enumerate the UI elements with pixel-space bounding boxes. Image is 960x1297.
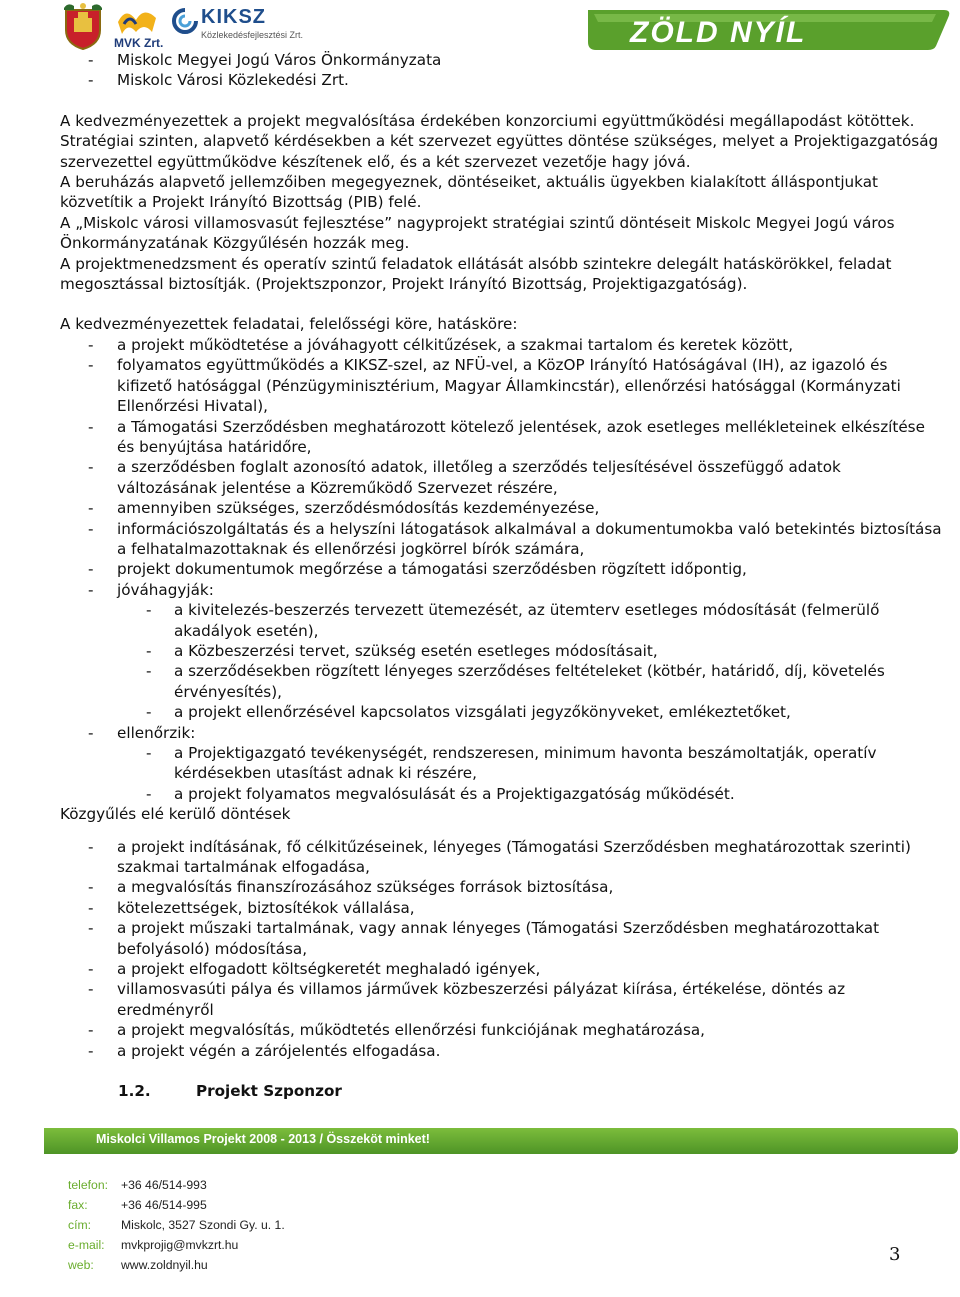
section-number: 1.2. xyxy=(118,1082,151,1101)
page-header xyxy=(0,0,960,54)
list-item: - a projekt műszaki tartalmának, vagy annak lényeges (Támogatási Szerződésben meghatározottakat befolyásoló) módosítása, xyxy=(88,919,880,958)
list-item: - jóváhagyják: xyxy=(88,580,214,599)
sub-list-item: - a szerződésekben rögzített lényeges szerződéses feltételeket (kötbér, határidő, díj, követelés érvényesítés), xyxy=(146,662,885,701)
zold-nyil-wordmark: ZÖLD NYÍL xyxy=(630,16,807,49)
list-item: - a szerződésben foglalt azonosító adatok, illetőleg a szerződés teljesítésével összefüggő adatok változásának jelentése a Közreműködő Szervezet részére, xyxy=(88,458,841,497)
sub-list-item: - a kivitelezés-beszerzés tervezett ütemezését, az ütemterv esetleges módosítását (felmerülő akadályok esetén), xyxy=(146,601,880,640)
contact-row: cím: Miskolc, 3527 Szondi Gy. u. 1. xyxy=(68,1218,285,1238)
page-number: 3 xyxy=(889,1244,901,1265)
phone-value: +36 46/514-993 xyxy=(121,1178,207,1192)
list-item: - a projekt indításának, fő célkitűzéseinek, lényeges (Támogatási Szerződésben meghatározottak szerinti) szakmai tartalmának elfogadása, xyxy=(88,837,911,877)
page-footer xyxy=(0,1122,960,1297)
list-item: - ellenőrzik: xyxy=(88,723,196,742)
section-heading xyxy=(118,1081,945,1101)
list-item: - a projekt elfogadott költségkeretét meghaladó igények, xyxy=(88,960,541,979)
contact-row: e-mail: mvkprojig@mvkzrt.hu xyxy=(68,1238,285,1258)
mvk-logo-text: MVK Zrt. xyxy=(114,36,164,50)
sub-list-item: - a projekt folyamatos megvalósulását és a Projektigazgatóság működését. xyxy=(146,784,735,803)
contact-row: fax: +36 46/514-995 xyxy=(68,1198,285,1218)
paragraph: A „Miskolc városi villamosvasút fejlesztése” nagyprojekt stratégiai szintű döntéseit Miskolc Megyei Jogú város Önkormányzatának Közgyűlésén hozzák meg. xyxy=(60,213,895,253)
list-item: - villamosvasúti pálya és villamos járművek közbeszerzési pályázat kiírása, értékelése, döntés az eredményről xyxy=(88,980,846,1019)
mvk-logo-icon xyxy=(114,2,160,38)
email-value: mvkprojig@mvkzrt.hu xyxy=(121,1238,239,1252)
list-item: - kötelezettségek, biztosítékok vállalása, xyxy=(88,898,415,917)
list-item: - a projekt végén a zárójelentés elfogadása. xyxy=(88,1041,441,1060)
kiksz-logo-icon xyxy=(172,8,198,34)
assembly-title: Közgyűlés elé kerülő döntések xyxy=(60,805,291,824)
list-item: - amennyiben szükséges, szerződésmódosítás kezdeményezése, xyxy=(88,499,600,518)
section-title: Projekt Szponzor xyxy=(196,1082,342,1101)
list-item: - Miskolc Városi Közlekedési Zrt. xyxy=(88,71,349,90)
list-item: - a megvalósítás finanszírozásához szükséges források biztosítása, xyxy=(88,878,614,897)
paragraph: A kedvezményezettek a projekt megvalósítása érdekében konzorciumi együttműködési megállapodást kötöttek. Stratégiai szinten, alapvető kérdésekben a két szervezet együttes döntése szükséges, melyet a Projektigazgatóság szervezettel együttműködve készítenek elő, és a két szervezet vezetője hagy jóvá. xyxy=(60,111,939,171)
list-item: - projekt dokumentumok megőrzése a támogatási szerződésben rögzített időpontig, xyxy=(88,560,747,579)
list-item: - folyamatos együttműködés a KIKSZ-szel, az NFÜ-vel, a KözOP Irányító Hatóságával (IH), az igazoló és kifizető hatósággal (Pénzügyminisztérium, Magyar Államkincstár), ellenőrzési hatósággal (Kormányzati Ellenőrzési Hivatal), xyxy=(88,356,901,416)
duties-title: A kedvezményezettek feladatai, felelősségi köre, hatásköre: xyxy=(60,315,518,334)
kiksz-logo-text: KIKSZ xyxy=(201,6,266,28)
document-body xyxy=(60,50,945,1102)
sub-list-item: - a Közbeszerzési tervet, szükség esetén esetleges módosításait, xyxy=(146,641,658,660)
web-value: www.zoldnyil.hu xyxy=(121,1258,208,1272)
contact-row: web: www.zoldnyil.hu xyxy=(68,1258,285,1278)
list-item: - a Támogatási Szerződésben meghatározott kötelező jelentések, azok esetleges mellékleteinek elkészítése és benyújtása határidőre, xyxy=(88,417,925,456)
contact-row: telefon: +36 46/514-993 xyxy=(68,1178,285,1198)
address-value: Miskolc, 3527 Szondi Gy. u. 1. xyxy=(121,1218,285,1232)
list-item: - a projekt megvalósítás, működtetés ellenőrzési funkciójának meghatározása, xyxy=(88,1021,706,1040)
fax-value: +36 46/514-995 xyxy=(121,1198,207,1212)
contact-block xyxy=(68,1178,285,1278)
list-item: - a projekt működtetése a jóváhagyott célkitűzések, a szakmai tartalom és keretek között, xyxy=(88,335,794,354)
paragraph: A beruházás alapvető jellemzőiben megegyeznek, döntéseiket, aktuális ügyekben kialakított álláspontjukat közvetítik a Projekt Irányító Bizottság (PIB) felé. xyxy=(60,173,878,212)
list-item: - Miskolc Megyei Jogú Város Önkormányzata xyxy=(88,51,442,69)
sub-list-item: - a Projektigazgató tevékenységét, rendszeresen, minimum havonta beszámoltatják, operatív kérdésekben utasítást adnak ki részére, xyxy=(146,744,877,783)
miskolc-coat-of-arms-icon xyxy=(60,2,106,50)
zold-nyil-logo xyxy=(584,6,956,52)
paragraph: A projektmenedzsment és operatív szintű feladatok ellátását alsóbb szintekre delegált hatáskörökkel, feladat megosztással biztosítják. (Projektszponzor, Projekt Irányító Bizottság, Projektigazgatóság). xyxy=(60,254,892,294)
kiksz-logo-subtitle: Közlekedésfejlesztési Zrt. xyxy=(201,30,304,40)
sub-list-item: - a projekt ellenőrzésével kapcsolatos vizsgálati jegyzőkönyveket, emlékeztetőket, xyxy=(146,703,791,722)
list-item: - információszolgáltatás és a helyszíni látogatások alkalmával a dokumentumokba való betekintés biztosítása a felhatalmazottaknak és ellenőrzési jogkörrel bírók számára, xyxy=(88,519,942,558)
footer-tagline: Miskolci Villamos Projekt 2008 - 2013 / Összeköt minket! xyxy=(96,1132,430,1146)
